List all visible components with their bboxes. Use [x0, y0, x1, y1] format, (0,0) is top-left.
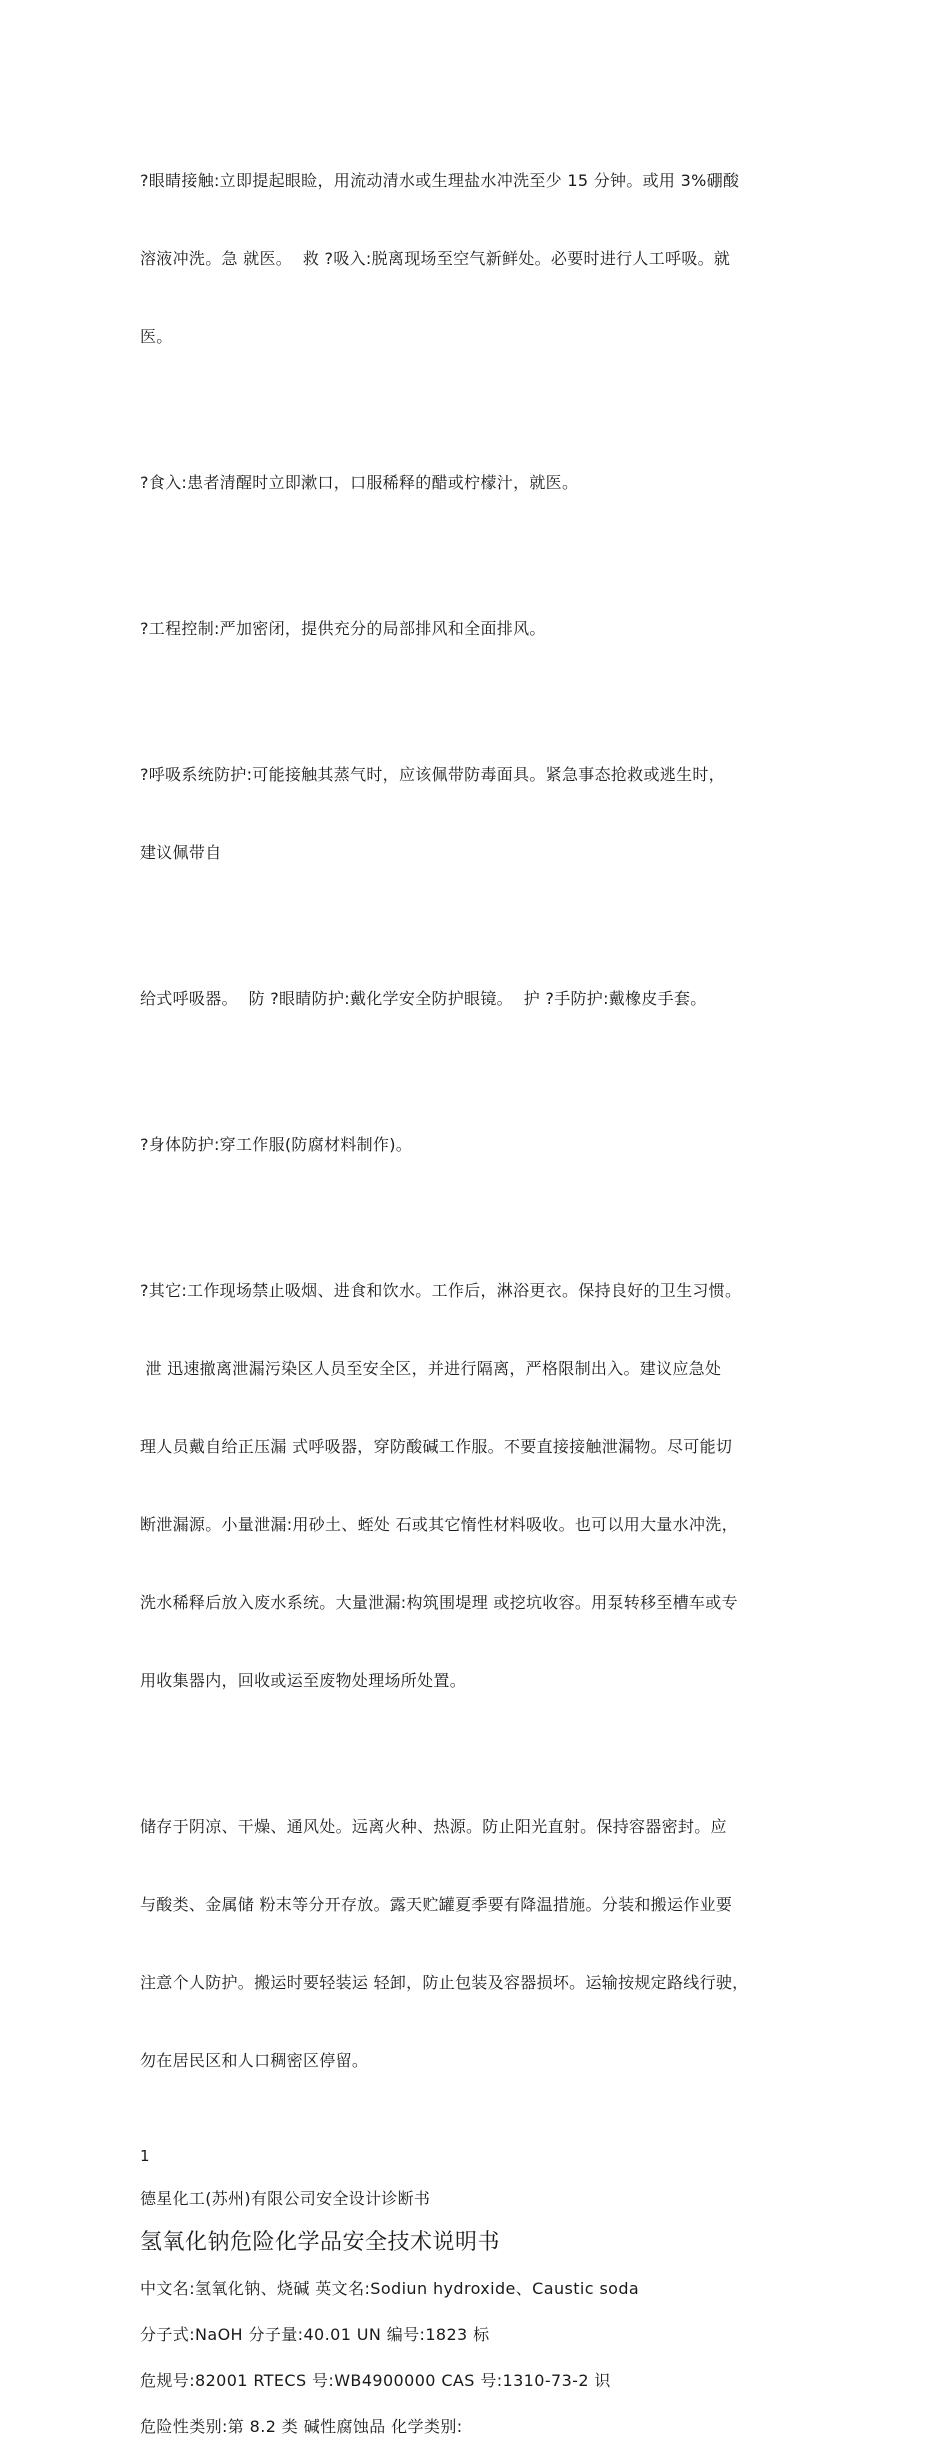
document-title: 氢氧化钠危险化学品安全技术说明书	[140, 2230, 501, 2255]
text-line: ?工程控制:严加密闭，提供充分的局部排风和全面排风。	[140, 619, 546, 638]
text-line: 断泄漏源。小量泄漏:用砂土、蛭处 石或其它惰性材料吸收。也可以用大量水冲洗，	[140, 1515, 738, 1534]
text-line: 用收集器内，回收或运至废物处理场所处置。	[140, 1671, 467, 1690]
text-line: ?身体防护:穿工作服(防腐材料制作)。	[140, 1135, 413, 1154]
text-line: 溶液冲洗。急 就医。 救 ?吸入:脱离现场至空气新鲜处。必要时进行人工呼吸。就	[140, 249, 731, 268]
text-line: 储存于阴凉、干燥、通风处。远离火种、热源。防止阳光直射。保持容器密封。应	[140, 1817, 727, 1836]
text-line: 洗水稀释后放入废水系统。大量泄漏:构筑围堤理 或挖坑收容。用泵转移至槽车或专	[140, 1593, 738, 1612]
text-line: 建议佩带自	[140, 843, 222, 862]
field-hazard-class: 危险性类别:第 8.2 类 碱性腐蚀品 化学类别:	[140, 2417, 463, 2436]
document-page	[140, 116, 830, 2460]
paragraph-body-protection	[140, 1080, 830, 1210]
text-line: ?呼吸系统防护:可能接触其蒸气时，应该佩带防毒面具。紧急事态抢救或逃生时，	[140, 765, 725, 784]
company-header: 德星化工(苏州)有限公司安全设计诊断书	[140, 2189, 431, 2208]
field-formula: 分子式:NaOH 分子量:40.01 UN 编号:1823 标	[140, 2325, 490, 2344]
text-line: 与酸类、金属储 粉末等分开存放。露天贮罐夏季要有降温措施。分装和搬运作业要	[140, 1895, 733, 1914]
paragraph-eye-contact	[140, 116, 830, 402]
field-registry: 危规号:82001 RTECS 号:WB4900000 CAS 号:1310-73-2 识	[140, 2371, 611, 2390]
text-line: ?眼睛接触:立即提起眼睑，用流动清水或生理盐水冲洗至少 15 分钟。或用 3%硼酸	[140, 171, 740, 190]
text-line: 给式呼吸器。 防 ?眼睛防护:戴化学安全防护眼镜。 护 ?手防护:戴橡皮手套。	[140, 989, 707, 1008]
text-line: 理人员戴自给正压漏 式呼吸器，穿防酸碱工作服。不要直接接触泄漏物。尽可能切	[140, 1437, 733, 1456]
text-line: 注意个人防护。搬运时要轻装运 轻卸，防止包装及容器损坏。运输按规定路线行驶，	[140, 1973, 749, 1992]
text-line: ?其它:工作现场禁止吸烟、进食和饮水。工作后，淋浴更衣。保持良好的卫生习惯。	[140, 1281, 742, 1300]
field-names: 中文名:氢氧化钠、烧碱 英文名:Sodiun hydroxide、Caustic soda	[140, 2279, 640, 2298]
paragraph-ingestion	[140, 418, 830, 548]
paragraph-storage-transport	[140, 1762, 830, 2126]
paragraph-respiratory-protection	[140, 710, 830, 918]
paragraph-engineering-control	[140, 564, 830, 694]
page-number: 1	[140, 2147, 150, 2165]
paragraph-eye-hand-protection	[140, 934, 830, 1064]
paragraph-other-leakage	[140, 1226, 830, 1746]
text-line: 医。	[140, 327, 173, 346]
text-line: 勿在居民区和人口稠密区停留。	[140, 2051, 369, 2070]
text-line: ?食入:患者清醒时立即漱口，口服稀释的醋或柠檬汁，就医。	[140, 473, 579, 492]
text-line: 泄 迅速撤离泄漏污染区人员至安全区，并进行隔离，严格限制出入。建议应急处	[140, 1359, 722, 1378]
